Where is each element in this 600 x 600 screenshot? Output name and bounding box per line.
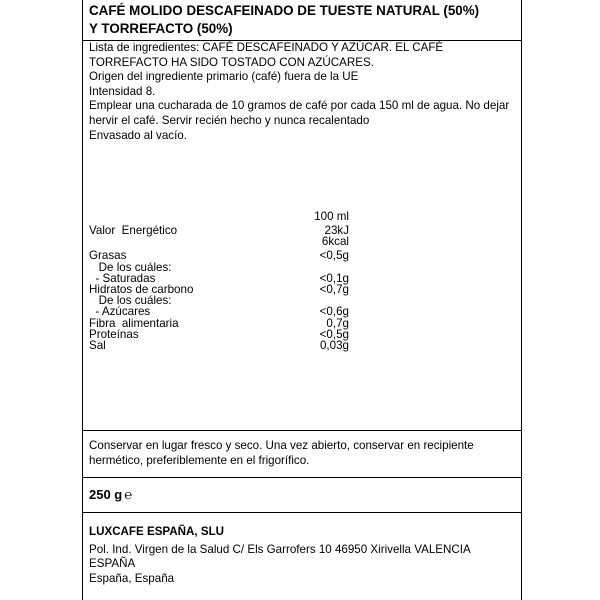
product-title — [89, 2, 519, 38]
nutrition-row-name: - Azúcares — [89, 305, 151, 319]
nutrition-row-name: Fibra alimentaria — [89, 316, 179, 330]
nutrition-row-name: De los cuáles: — [89, 260, 172, 274]
usage-line-1: Emplear una cucharada de 10 gramos de café por cada 150 ml de agua. No dejar — [89, 99, 510, 113]
nutrition-row-value: 23kJ — [324, 224, 349, 237]
net-weight-block — [89, 486, 132, 504]
nutrition-row-name: Valor Energético — [89, 224, 178, 237]
nutrition-row-name: Hidratos de carbono — [89, 283, 194, 296]
ingredients-block — [89, 41, 519, 143]
product-label — [82, 0, 522, 600]
nutrition-row-value: <0,7g — [319, 283, 349, 296]
nutrition-row-value: <0,6g — [319, 305, 349, 319]
nutrition-row-value: 6kcal — [321, 235, 349, 249]
storage-block — [89, 439, 519, 468]
company-block — [89, 525, 519, 586]
nutrition-row-name: Sal — [89, 339, 106, 352]
nutrition-row-name: Grasas — [89, 249, 127, 263]
packaging-text: Envasado al vacío. — [89, 128, 187, 142]
storage-line-1: Conservar en lugar fresco y seco. Una vez abierto, conservar en recipiente — [89, 439, 474, 452]
address-line-1: Pol. Ind. Virgen de la Salud C/ Els Garrofers 10 46950 Xirivella VALENCIA — [89, 542, 471, 556]
nutrition-row-value: 0,03g — [319, 339, 349, 352]
address-line-2: ESPAÑA — [89, 557, 136, 571]
estimated-sign-icon: ℮ — [124, 487, 133, 502]
storage-line-2: hermético, preferiblemente en el frigorífico. — [89, 453, 310, 467]
nutrition-row-value: <0,5g — [319, 249, 349, 263]
origin-text: Origen del ingrediente primario (café) fuera de la UE — [89, 70, 359, 84]
nutrition-row-name: - Saturadas — [89, 271, 156, 285]
nutrition-row-value: <0,1g — [319, 271, 349, 285]
net-weight: 250 g — [89, 487, 123, 502]
nutrition-row-value: 0,7g — [326, 316, 349, 330]
divider — [83, 430, 521, 431]
ingredients-line-1: Lista de ingredientes: CAFÉ DESCAFEINADO Y AZÚCAR. EL CAFÉ — [89, 41, 444, 54]
divider — [83, 512, 521, 513]
ingredients-line-2: TORREFACTO HA SIDO TOSTADO CON AZÚCARES. — [89, 55, 374, 69]
usage-line-2: hervir el café. Servir recién hecho y nunca recalentado — [89, 113, 370, 127]
address-line-3: España, España — [89, 571, 175, 585]
nutrition-row-value: <0,5g — [319, 327, 349, 341]
nutrition-per-header: 100 ml — [314, 210, 349, 223]
intensity-text: Intensidad 8. — [89, 84, 156, 98]
company-name: LUXCAFE ESPAÑA, SLU — [89, 525, 225, 538]
nutrition-row-name: De los cuáles: — [89, 294, 172, 308]
nutrition-row-name: Proteínas — [89, 327, 139, 341]
divider — [83, 477, 521, 478]
nutrition-table — [83, 210, 349, 370]
title-line-1: CAFÉ MOLIDO DESCAFEINADO DE TUESTE NATURAL (50%) — [89, 3, 480, 18]
title-line-2: Y TORREFACTO (50%) — [89, 21, 233, 36]
